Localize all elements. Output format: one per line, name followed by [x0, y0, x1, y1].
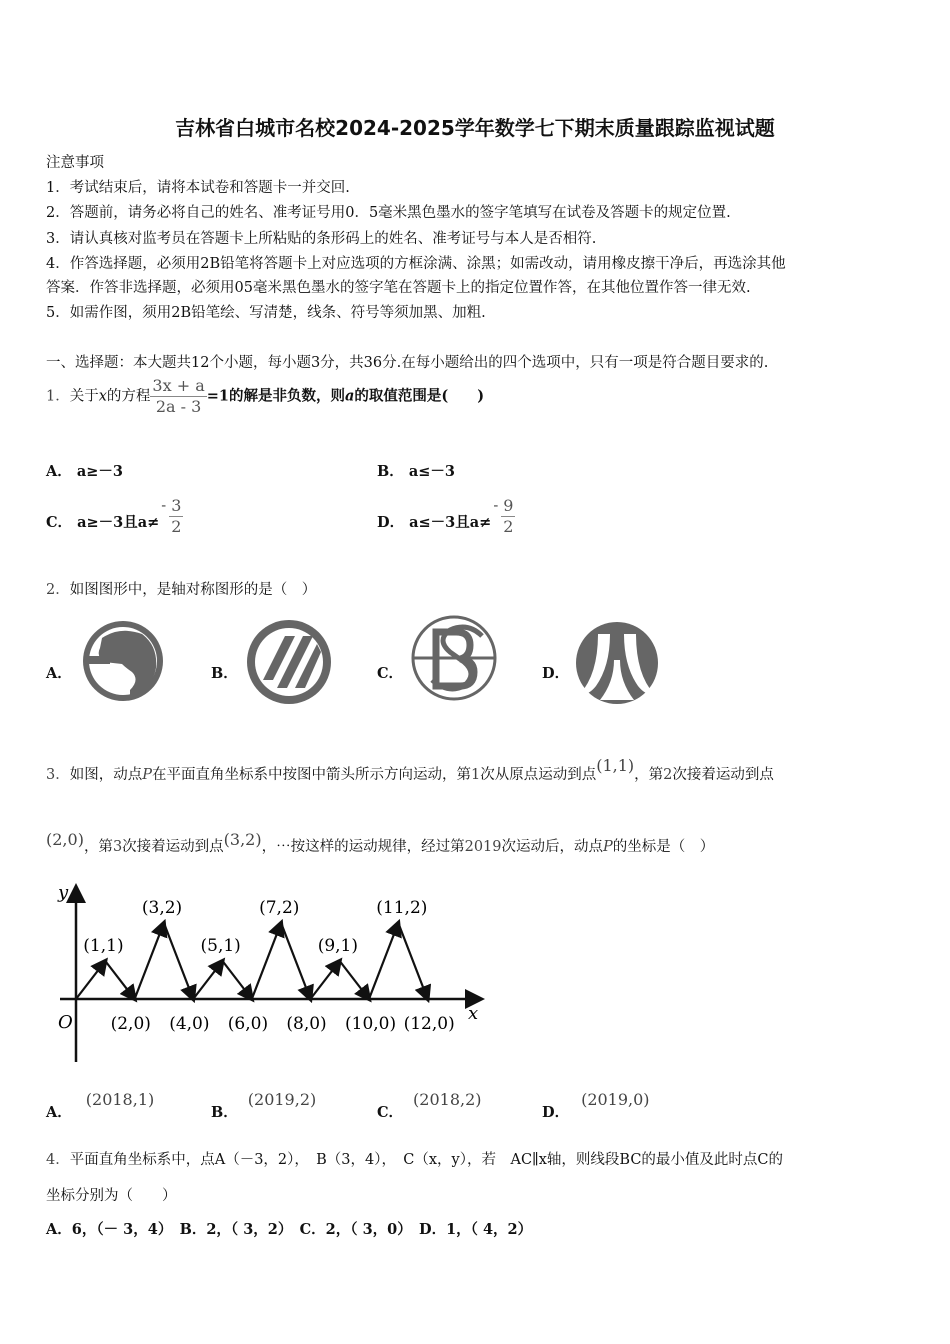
q1-c-fraction: $\frac{3}{2}$ [171, 496, 182, 536]
notice-item-5: 5．如需作图，须用2B铅笔绘、写清楚，线条、符号等须加黑、加粗. [46, 305, 486, 321]
q3-graph [50, 876, 490, 1066]
motion-segment [223, 961, 252, 999]
motion-segment [164, 923, 193, 999]
q1-d-fraction: $\frac{9}{2}$ [503, 496, 514, 536]
q2-option-b-label[interactable]: B． [211, 665, 238, 682]
question-2: 2．如图图形中，是轴对称图形的是（ ） [46, 582, 317, 598]
q3-option-b[interactable]: B．(2019,2) [211, 1090, 317, 1121]
q1-numerator: 3x + a [152, 376, 205, 395]
q1-tail: 的取值范围是( ) [354, 387, 485, 405]
question-4: 4．平面直角坐标系中，点A（－3，2）， B（3，4）， C（x，y），若 AC∥x轴，则线段BC的最小值及此时点C的 [46, 1152, 784, 1168]
top-point-label: (3,2) [141, 898, 183, 918]
motion-segment [105, 961, 134, 999]
q1-option-c[interactable]: C． a≥－3且a≠- $\frac{3}{2}$ [46, 496, 182, 536]
question-4-cont: 坐标分别为（ ） [46, 1188, 177, 1204]
notice-heading: 注意事项 [46, 155, 104, 171]
motion-segment [340, 961, 369, 999]
origin-label: O [58, 1012, 73, 1033]
motion-segment [135, 923, 164, 999]
q2-option-d-label[interactable]: D． [542, 665, 570, 682]
bottom-point-label: (4,0) [169, 1014, 210, 1034]
bottom-point-label: (10,0) [345, 1014, 397, 1034]
q1-a: a [345, 387, 355, 405]
logo-b-stripes-icon[interactable] [245, 618, 333, 706]
notice-item-2: 2．答题前，请务必将自己的姓名、准考证号用0．5毫米黑色墨水的签字笔填写在试卷及答题卡的规定位置. [46, 205, 731, 221]
top-point-label: (1,1) [83, 936, 124, 956]
motion-segment [369, 923, 398, 999]
notice-item-3: 3．请认真核对监考员在答题卡上所粘贴的条形码上的姓名、准考证号与本人是否相符. [46, 231, 597, 247]
notice-item-1: 1．考试结束后，请将本试卷和答题卡一并交回. [46, 180, 350, 196]
q1-x: x [98, 388, 107, 405]
page-title: 吉林省白城市名校2024-2025学年数学七下期末质量跟踪监视试题 [175, 116, 775, 140]
section-heading: 一、选择题：本大题共12个小题，每小题3分，共36分.在每小题给出的四个选项中，只有一项是符合题目要求的. [46, 355, 769, 371]
motion-path [76, 923, 428, 999]
bottom-point-label: (6,0) [227, 1014, 269, 1034]
logo-c-bs-icon[interactable] [410, 614, 498, 702]
q2-option-a-label[interactable]: A． [46, 665, 72, 682]
q1-option-b[interactable]: B． a≤－3 [377, 463, 455, 480]
q1-option-a[interactable]: A． a≥－3 [46, 463, 123, 480]
motion-segment [398, 923, 427, 999]
logo-d-peaks-icon[interactable] [574, 620, 660, 706]
y-axis-label: y [58, 882, 69, 903]
bottom-point-label: (12,0) [403, 1014, 455, 1034]
top-point-label: (11,2) [376, 898, 428, 918]
top-point-label: (7,2) [259, 898, 300, 918]
q1-pre: 关于 [69, 388, 99, 405]
q1-denominator: 2a - 3 [155, 397, 202, 416]
motion-segment [193, 961, 222, 999]
q1-mid: 的方程 [106, 388, 151, 405]
motion-segment [281, 923, 310, 999]
q3-option-a[interactable]: A．(2018,1) [46, 1090, 155, 1121]
notice-item-4-cont: 答案．作答非选择题，必须用05毫米黑色墨水的签字笔在答题卡上的指定位置作答，在其他位置作答一律无效. [46, 280, 751, 296]
point-labels [83, 898, 454, 1034]
motion-segment [310, 961, 339, 999]
top-point-label: (9,1) [317, 936, 359, 956]
q4-options[interactable]: A．6，（－ 3，4） B．2，（ 3，2） C．2，（ 3，0） D．1，（ 4，2） [46, 1221, 533, 1238]
q1-option-d[interactable]: D． a≤－3且a≠- $\frac{9}{2}$ [377, 496, 514, 536]
bottom-point-label: (8,0) [286, 1014, 327, 1034]
logo-a-head-icon[interactable] [80, 618, 166, 704]
q1-number: 1． [46, 388, 70, 405]
notice-item-4: 4．作答选择题，必须用2B铅笔将答题卡上对应选项的方框涂满、涂黑；如需改动，请用橡皮擦干净后，再选涂其他 [46, 256, 786, 272]
bottom-point-label: (2,0) [110, 1014, 151, 1034]
x-axis-label: x [468, 1003, 479, 1024]
q3-option-c[interactable]: C．(2018,2) [377, 1090, 482, 1121]
q3-option-d[interactable]: D．(2019,0) [542, 1090, 650, 1121]
motion-segment [252, 923, 281, 999]
top-point-label: (5,1) [200, 936, 241, 956]
q2-option-c-label[interactable]: C． [377, 665, 404, 682]
question-1 [46, 376, 484, 417]
q1-fraction [150, 376, 206, 417]
motion-segment [76, 961, 105, 999]
question-3-line-1: 3．如图，动点P在平面直角坐标系中按图中箭头所示方向运动，第1次从原点运动到点(1,1)，第2次接着运动到点 [46, 756, 774, 783]
q1-post: =1的解是非负数，则 [206, 387, 345, 405]
question-3-line-2: (2,0)，第3次接着运动到点(3,2)，⋯按这样的运动规律，经过第2019次运动后，动点P的坐标是（ ） [46, 830, 715, 855]
